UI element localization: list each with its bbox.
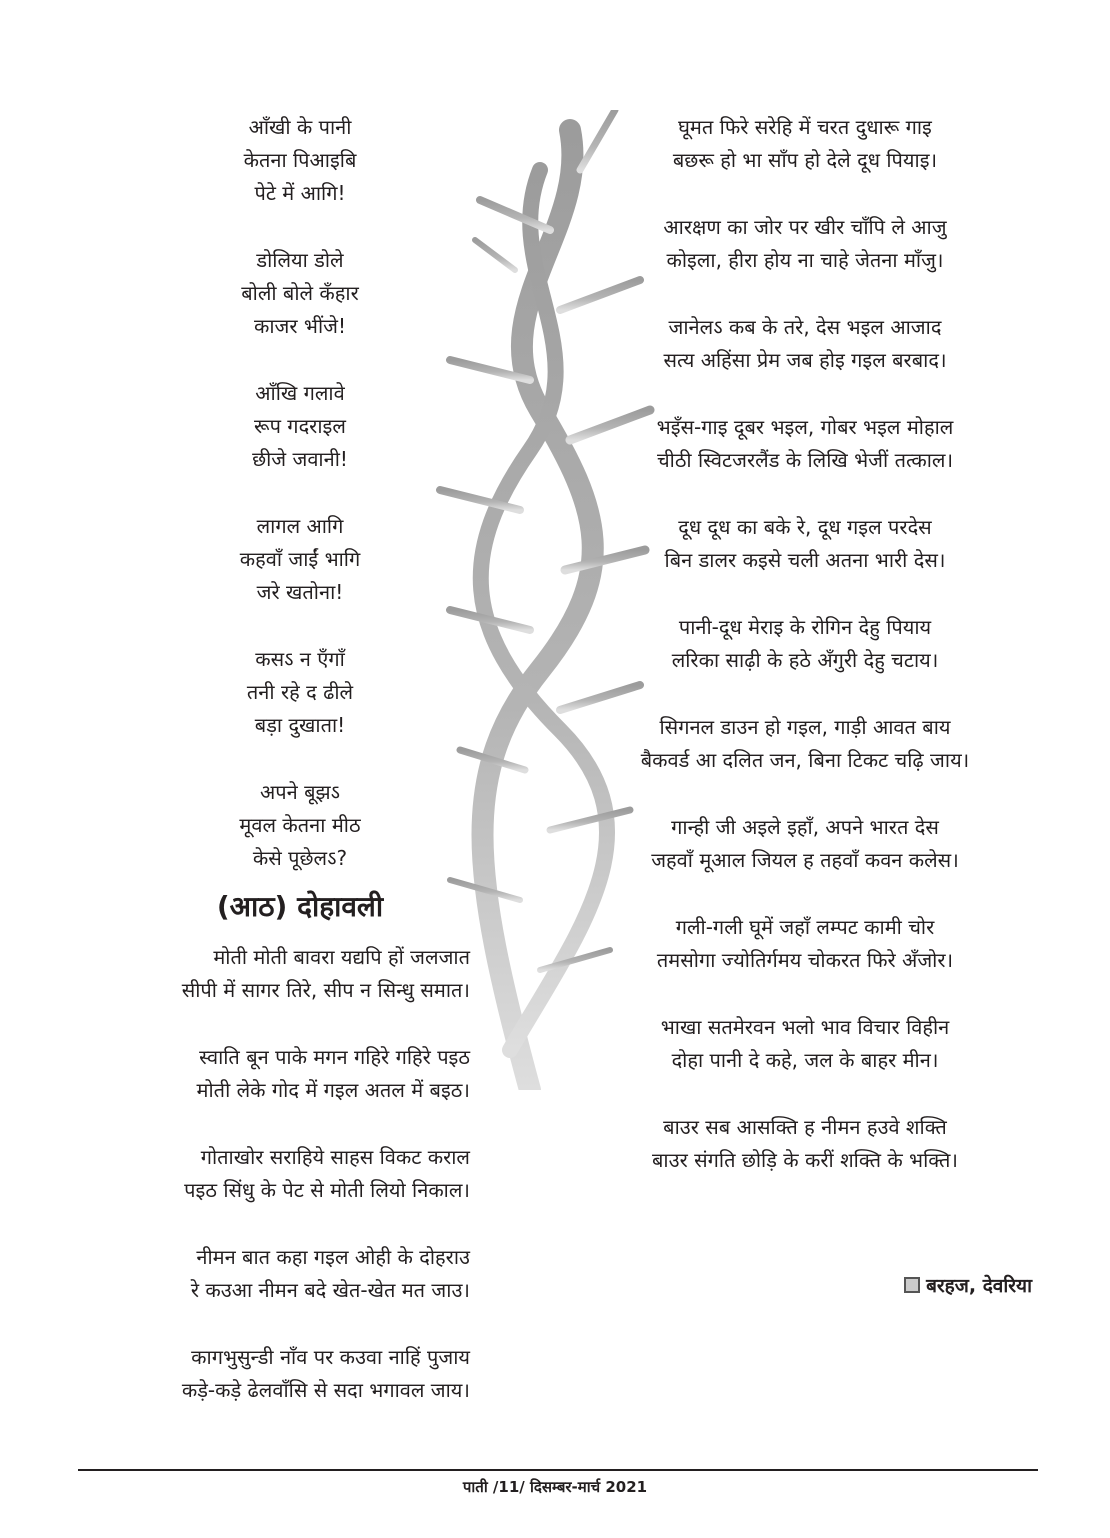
section-heading: (आठ) दोहावली (216, 890, 384, 923)
verse-line: बोली बोले कँहार (241, 281, 359, 305)
verse-line: बड़ा दुखाता! (254, 713, 346, 737)
verse-line: कहवाँ जाईं भागि (239, 547, 361, 571)
verse-line: केतना पिआइबि (243, 148, 357, 172)
doha-couplet (657, 411, 954, 477)
verse-line: नीमन बात कहा गइल ओही के दोहराउ (196, 1245, 470, 1269)
verse-line: जरे खतोना! (256, 580, 344, 604)
verse-line: तनी रहे द ढीले (246, 680, 354, 704)
haiku-stanza (239, 776, 360, 875)
doha-couplet (651, 811, 959, 877)
verse-line: बैकवर्ड आ दलित जन, बिना टिकट चढ़ि जाय। (640, 748, 970, 772)
verse-line: मोती लेके गोद में गइल अतल में बइठ। (196, 1078, 470, 1102)
verse-line: पेटे में आगि! (254, 181, 346, 205)
doha-couplet (641, 711, 970, 777)
verse-line: बाउर सब आसक्ति ह नीमन हउवे शक्ति (663, 1115, 947, 1139)
verse-line: बाउर संगति छोड़ि के करीं शक्ति के भक्ति। (652, 1148, 958, 1172)
verse-line: जानेलऽ कब के तरे, देस भइल आजाद (668, 315, 942, 339)
verse-line: सीपी में सागर तिरे, सीप न सिन्धु समात। (181, 978, 470, 1002)
page-footer: पाती /11/ दिसम्बर-मार्च 2021 (462, 1478, 648, 1496)
verse-line: रूप गदराइल (254, 414, 346, 438)
verse-line: पइठ सिंधु के पेट से मोती लियो निकाल। (184, 1178, 470, 1202)
verse-line: तमसोगा ज्योतिर्गमय चोकरत फिरे अँजोर। (656, 948, 954, 972)
doha-couplet (652, 1111, 958, 1177)
haiku-stanza (247, 643, 353, 742)
doha-couplet (130, 941, 470, 1007)
verse-line: सत्य अहिंसा प्रेम जब होइ गइल बरबाद। (663, 348, 947, 372)
verse-line: कागभुसुन्डी नाँव पर कउवा नाहिं पुजाय (191, 1345, 470, 1369)
verse-line: चीठी स्विटजरलैंड के लिखि भेजीं तत्काल। (656, 448, 954, 472)
verse-line: आरक्षण का जोर पर खीर चाँपि ले आजु (663, 215, 947, 239)
doha-couplet (665, 511, 946, 577)
verse-line: गोताखोर सराहिये साहस विकट कराल (200, 1145, 470, 1169)
doha-couplet (672, 611, 939, 677)
verse-line: भइँस-गाइ दूबर भइल, गोबर भइल मोहाल (656, 415, 954, 439)
verse-line: कड़े-कड़े ढेलवाँसि से सदा भगावल जाय। (181, 1378, 470, 1402)
verse-line: दोहा पानी दे कहे, जल के बाहर मीन। (671, 1048, 939, 1072)
verse-line: छीजे जवानी! (252, 447, 348, 471)
verse-line: कोइला, हीरा होय ना चाहे जेतना माँजु। (666, 248, 944, 272)
haiku-stanza (241, 244, 359, 343)
doha-couplet (663, 311, 946, 377)
verse-line: बिन डालर कइसे चली अतना भारी देस। (664, 548, 946, 572)
verse-line: घूमत फिरे सरेहि में चरत दुधारू गाइ (678, 115, 932, 139)
square-bullet-icon (904, 1277, 920, 1293)
verse-line: लरिका साढ़ी के हठे अँगुरी देहु चटाय। (671, 648, 939, 672)
verse-line: आँखि गलावे (255, 381, 345, 405)
doha-couplet (130, 1141, 470, 1207)
verse-line: अपने बूझऽ (260, 780, 340, 804)
verse-line: रे कउआ नीमन बदे खेत-खेत मत जाउ। (190, 1278, 470, 1302)
verse-line: दूध दूध का बके रे, दूध गइल परदेस (678, 515, 932, 539)
verse-line: गली-गली घूमें जहाँ लम्पट कामी चोर (675, 915, 935, 939)
doha-couplet (661, 1011, 950, 1077)
verse-line: डोलिया डोले (256, 248, 344, 272)
verse-line: गान्ही जी अइले इहाँ, अपने भारत देस (671, 815, 939, 839)
verse-line: भाखा सतमेरवन भलो भाव विचार विहीन (660, 1015, 950, 1039)
verse-line: जहवाँ मूआल जियल ह तहवाँ कवन कलेस। (651, 848, 959, 872)
haiku-stanza (252, 377, 348, 476)
doha-couplet (663, 211, 946, 277)
verse-line: मूवल केतना मीठ (239, 813, 361, 837)
verse-line: केसे पूछेलऽ? (252, 846, 348, 870)
doha-couplet (673, 111, 937, 177)
doha-couplet (130, 1241, 470, 1307)
verse-line: पानी-दूध मेराइ के रोगिन देहु पियाय (678, 615, 932, 639)
left-column (120, 111, 480, 1441)
haiku-stanza (240, 510, 361, 609)
verse-line: स्वाति बून पाके मगन गहिरे गहिरे पइठ (199, 1045, 470, 1069)
author-location: बरहज, देवरिया (926, 1275, 1032, 1297)
verse-line: सिगनल डाउन हो गइल, गाड़ी आवत बाय (659, 715, 951, 739)
verse-line: आँखी के पानी (248, 115, 352, 139)
doha-couplet (130, 1341, 470, 1407)
verse-line: लागल आगि (256, 514, 344, 538)
verse-line: बछरू हो भा साँप हो देले दूध पियाइ। (672, 148, 938, 172)
verse-line: कसऽ न एँगाँ (255, 647, 345, 671)
author-signoff (904, 1272, 1032, 1298)
verse-line: काजर भींजे! (253, 314, 346, 338)
doha-couplet (657, 911, 953, 977)
doha-couplet (130, 1041, 470, 1107)
footer-rule (78, 1469, 1038, 1471)
haiku-stanza (244, 111, 357, 210)
verse-line: मोती मोती बावरा यद्यपि हों जलजात (213, 945, 470, 969)
right-column (600, 111, 1010, 1211)
